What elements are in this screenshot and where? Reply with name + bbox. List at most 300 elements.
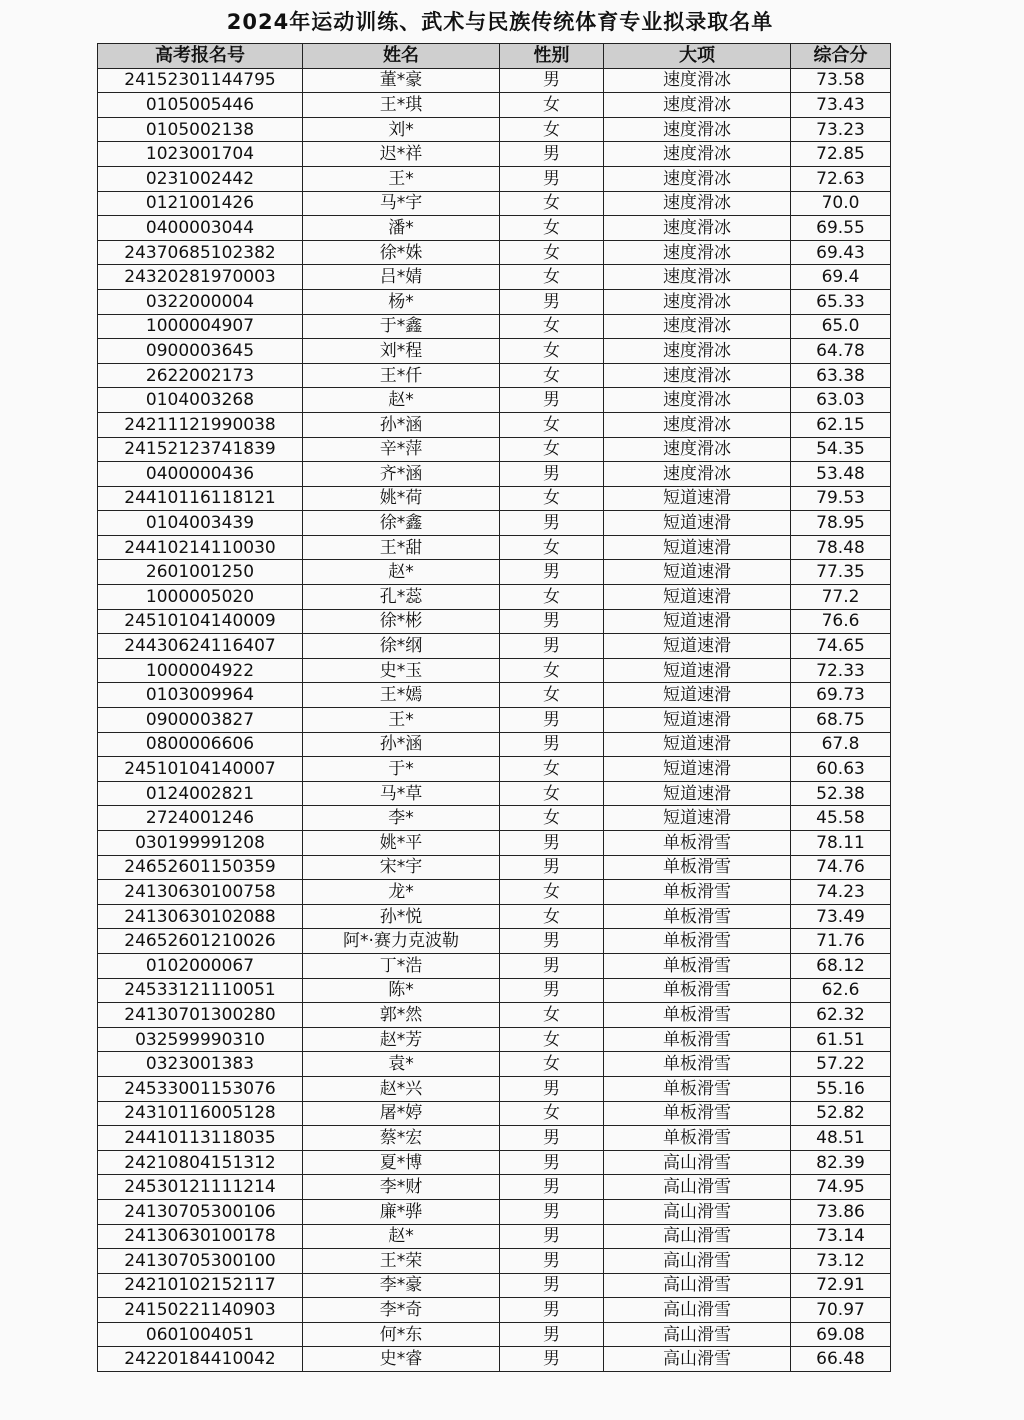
table-row — [98, 191, 891, 216]
table-row — [98, 855, 891, 880]
column-header-exam-id: 高考报名号 — [98, 44, 303, 69]
sport-cell: 单板滑雪 — [604, 880, 791, 905]
table-row — [98, 68, 891, 93]
sport-cell: 速度滑冰 — [604, 462, 791, 487]
exam-id-cell: 24152123741839 — [98, 437, 303, 462]
table-row — [98, 265, 891, 290]
score-cell: 62.6 — [791, 978, 891, 1003]
exam-id-cell: 1000005020 — [98, 585, 303, 610]
exam-id-cell: 0601004051 — [98, 1322, 303, 1347]
exam-id-cell: 0124002821 — [98, 781, 303, 806]
name-cell: 郭*然 — [303, 1003, 500, 1028]
exam-id-cell: 24130630102088 — [98, 904, 303, 929]
table-row — [98, 953, 891, 978]
score-cell: 82.39 — [791, 1150, 891, 1175]
column-header-name: 姓名 — [303, 44, 500, 69]
sport-cell: 短道速滑 — [604, 634, 791, 659]
exam-id-cell: 0103009964 — [98, 683, 303, 708]
sport-cell: 速度滑冰 — [604, 339, 791, 364]
exam-id-cell: 24130630100178 — [98, 1224, 303, 1249]
exam-id-cell: 24210804151312 — [98, 1150, 303, 1175]
exam-id-cell: 0231002442 — [98, 166, 303, 191]
column-header-score: 综合分 — [791, 44, 891, 69]
gender-cell: 男 — [500, 68, 604, 93]
score-cell: 70.97 — [791, 1298, 891, 1323]
gender-cell: 女 — [500, 658, 604, 683]
exam-id-cell: 24652601150359 — [98, 855, 303, 880]
table-row — [98, 388, 891, 413]
table-row — [98, 142, 891, 167]
table-row — [98, 1199, 891, 1224]
table-row — [98, 806, 891, 831]
gender-cell: 男 — [500, 166, 604, 191]
exam-id-cell: 24533121110051 — [98, 978, 303, 1003]
gender-cell: 女 — [500, 535, 604, 560]
table-row — [98, 1052, 891, 1077]
table-row — [98, 93, 891, 118]
table-row — [98, 658, 891, 683]
name-cell: 徐*纲 — [303, 634, 500, 659]
name-cell: 于*鑫 — [303, 314, 500, 339]
exam-id-cell: 24430624116407 — [98, 634, 303, 659]
table-body — [98, 68, 891, 1371]
table-row — [98, 535, 891, 560]
name-cell: 刘*程 — [303, 339, 500, 364]
sport-cell: 短道速滑 — [604, 658, 791, 683]
gender-cell: 男 — [500, 929, 604, 954]
table-row — [98, 216, 891, 241]
exam-id-cell: 24211121990038 — [98, 412, 303, 437]
gender-cell: 女 — [500, 117, 604, 142]
exam-id-cell: 0400003044 — [98, 216, 303, 241]
name-cell: 何*东 — [303, 1322, 500, 1347]
score-cell: 69.43 — [791, 240, 891, 265]
sport-cell: 高山滑雪 — [604, 1249, 791, 1274]
exam-id-cell: 24410116118121 — [98, 486, 303, 511]
name-cell: 孔*蕊 — [303, 585, 500, 610]
score-cell: 74.76 — [791, 855, 891, 880]
name-cell: 李*豪 — [303, 1273, 500, 1298]
name-cell: 廉*骅 — [303, 1199, 500, 1224]
score-cell: 54.35 — [791, 437, 891, 462]
name-cell: 陈* — [303, 978, 500, 1003]
score-cell: 73.43 — [791, 93, 891, 118]
exam-id-cell: 24533001153076 — [98, 1076, 303, 1101]
exam-id-cell: 24510104140009 — [98, 609, 303, 634]
name-cell: 王*琪 — [303, 93, 500, 118]
sport-cell: 速度滑冰 — [604, 142, 791, 167]
gender-cell: 男 — [500, 634, 604, 659]
gender-cell: 女 — [500, 314, 604, 339]
column-header-gender: 性别 — [500, 44, 604, 69]
sport-cell: 单板滑雪 — [604, 1126, 791, 1151]
sport-cell: 速度滑冰 — [604, 166, 791, 191]
sport-cell: 单板滑雪 — [604, 1101, 791, 1126]
exam-id-cell: 0400000436 — [98, 462, 303, 487]
score-cell: 73.58 — [791, 68, 891, 93]
name-cell: 徐*姝 — [303, 240, 500, 265]
name-cell: 赵*兴 — [303, 1076, 500, 1101]
score-cell: 72.85 — [791, 142, 891, 167]
gender-cell: 女 — [500, 93, 604, 118]
score-cell: 79.53 — [791, 486, 891, 511]
name-cell: 孙*涵 — [303, 732, 500, 757]
name-cell: 史*玉 — [303, 658, 500, 683]
table-row — [98, 560, 891, 585]
score-cell: 69.4 — [791, 265, 891, 290]
name-cell: 阿*·赛力克波勒 — [303, 929, 500, 954]
exam-id-cell: 032599990310 — [98, 1027, 303, 1052]
gender-cell: 女 — [500, 880, 604, 905]
exam-id-cell: 24130705300106 — [98, 1199, 303, 1224]
name-cell: 龙* — [303, 880, 500, 905]
score-cell: 69.73 — [791, 683, 891, 708]
exam-id-cell: 0323001383 — [98, 1052, 303, 1077]
table-row — [98, 1101, 891, 1126]
name-cell: 孙*悦 — [303, 904, 500, 929]
gender-cell: 男 — [500, 1224, 604, 1249]
score-cell: 63.03 — [791, 388, 891, 413]
exam-id-cell: 24220184410042 — [98, 1347, 303, 1372]
exam-id-cell: 24130630100758 — [98, 880, 303, 905]
table-row — [98, 781, 891, 806]
name-cell: 吕*婧 — [303, 265, 500, 290]
table-row — [98, 732, 891, 757]
gender-cell: 女 — [500, 1003, 604, 1028]
gender-cell: 男 — [500, 732, 604, 757]
sport-cell: 单板滑雪 — [604, 929, 791, 954]
gender-cell: 男 — [500, 1076, 604, 1101]
exam-id-cell: 0900003827 — [98, 708, 303, 733]
gender-cell: 女 — [500, 904, 604, 929]
table-header — [98, 44, 891, 69]
name-cell: 李*财 — [303, 1175, 500, 1200]
exam-id-cell: 24510104140007 — [98, 757, 303, 782]
exam-id-cell: 24530121111214 — [98, 1175, 303, 1200]
table-row — [98, 1076, 891, 1101]
score-cell: 73.86 — [791, 1199, 891, 1224]
exam-id-cell: 2724001246 — [98, 806, 303, 831]
sport-cell: 单板滑雪 — [604, 855, 791, 880]
score-cell: 76.6 — [791, 609, 891, 634]
name-cell: 王*甜 — [303, 535, 500, 560]
table-row — [98, 609, 891, 634]
sport-cell: 短道速滑 — [604, 781, 791, 806]
gender-cell: 女 — [500, 683, 604, 708]
name-cell: 杨* — [303, 289, 500, 314]
table-row — [98, 117, 891, 142]
exam-id-cell: 0121001426 — [98, 191, 303, 216]
gender-cell: 男 — [500, 462, 604, 487]
gender-cell: 女 — [500, 585, 604, 610]
score-cell: 74.65 — [791, 634, 891, 659]
gender-cell: 女 — [500, 1052, 604, 1077]
name-cell: 姚*平 — [303, 831, 500, 856]
sport-cell: 短道速滑 — [604, 732, 791, 757]
sport-cell: 速度滑冰 — [604, 68, 791, 93]
score-cell: 65.0 — [791, 314, 891, 339]
table-row — [98, 757, 891, 782]
score-cell: 70.0 — [791, 191, 891, 216]
name-cell: 王* — [303, 166, 500, 191]
table-row — [98, 1322, 891, 1347]
name-cell: 王*荣 — [303, 1249, 500, 1274]
gender-cell: 女 — [500, 412, 604, 437]
score-cell: 57.22 — [791, 1052, 891, 1077]
exam-id-cell: 0800006606 — [98, 732, 303, 757]
sport-cell: 速度滑冰 — [604, 117, 791, 142]
name-cell: 徐*鑫 — [303, 511, 500, 536]
sport-cell: 速度滑冰 — [604, 289, 791, 314]
gender-cell: 女 — [500, 216, 604, 241]
table-row — [98, 1175, 891, 1200]
sport-cell: 单板滑雪 — [604, 978, 791, 1003]
table-row — [98, 412, 891, 437]
score-cell: 67.8 — [791, 732, 891, 757]
table-row — [98, 880, 891, 905]
score-cell: 52.38 — [791, 781, 891, 806]
sport-cell: 短道速滑 — [604, 757, 791, 782]
exam-id-cell: 24210102152117 — [98, 1273, 303, 1298]
gender-cell: 男 — [500, 855, 604, 880]
gender-cell: 女 — [500, 265, 604, 290]
exam-id-cell: 030199991208 — [98, 831, 303, 856]
gender-cell: 男 — [500, 1322, 604, 1347]
sport-cell: 速度滑冰 — [604, 314, 791, 339]
exam-id-cell: 1000004907 — [98, 314, 303, 339]
table-row — [98, 1298, 891, 1323]
sport-cell: 速度滑冰 — [604, 93, 791, 118]
table-row — [98, 1224, 891, 1249]
name-cell: 王*仟 — [303, 363, 500, 388]
name-cell: 徐*彬 — [303, 609, 500, 634]
score-cell: 66.48 — [791, 1347, 891, 1372]
gender-cell: 男 — [500, 560, 604, 585]
gender-cell: 男 — [500, 1199, 604, 1224]
table-row — [98, 462, 891, 487]
sport-cell: 单板滑雪 — [604, 1003, 791, 1028]
name-cell: 李* — [303, 806, 500, 831]
table-row — [98, 1273, 891, 1298]
name-cell: 宋*宇 — [303, 855, 500, 880]
exam-id-cell: 0102000067 — [98, 953, 303, 978]
exam-id-cell: 24150221140903 — [98, 1298, 303, 1323]
score-cell: 73.23 — [791, 117, 891, 142]
sport-cell: 速度滑冰 — [604, 437, 791, 462]
gender-cell: 男 — [500, 978, 604, 1003]
table-row — [98, 1249, 891, 1274]
sport-cell: 单板滑雪 — [604, 1052, 791, 1077]
sport-cell: 速度滑冰 — [604, 265, 791, 290]
name-cell: 李*奇 — [303, 1298, 500, 1323]
sport-cell: 短道速滑 — [604, 708, 791, 733]
exam-id-cell: 24310116005128 — [98, 1101, 303, 1126]
admission-table — [97, 43, 891, 1372]
name-cell: 辛*萍 — [303, 437, 500, 462]
exam-id-cell: 24152301144795 — [98, 68, 303, 93]
gender-cell: 男 — [500, 1175, 604, 1200]
table-row — [98, 683, 891, 708]
score-cell: 65.33 — [791, 289, 891, 314]
table-row — [98, 1126, 891, 1151]
sport-cell: 高山滑雪 — [604, 1224, 791, 1249]
exam-id-cell: 0104003439 — [98, 511, 303, 536]
column-header-sport: 大项 — [604, 44, 791, 69]
sport-cell: 单板滑雪 — [604, 953, 791, 978]
name-cell: 丁*浩 — [303, 953, 500, 978]
gender-cell: 男 — [500, 609, 604, 634]
score-cell: 55.16 — [791, 1076, 891, 1101]
name-cell: 马*草 — [303, 781, 500, 806]
sport-cell: 高山滑雪 — [604, 1347, 791, 1372]
sport-cell: 速度滑冰 — [604, 216, 791, 241]
sport-cell: 高山滑雪 — [604, 1150, 791, 1175]
exam-id-cell: 1023001704 — [98, 142, 303, 167]
exam-id-cell: 24652601210026 — [98, 929, 303, 954]
sport-cell: 短道速滑 — [604, 806, 791, 831]
gender-cell: 女 — [500, 363, 604, 388]
exam-id-cell: 2622002173 — [98, 363, 303, 388]
exam-id-cell: 0900003645 — [98, 339, 303, 364]
exam-id-cell: 0105005446 — [98, 93, 303, 118]
score-cell: 69.55 — [791, 216, 891, 241]
exam-id-cell: 24320281970003 — [98, 265, 303, 290]
gender-cell: 男 — [500, 1298, 604, 1323]
exam-id-cell: 24130705300100 — [98, 1249, 303, 1274]
name-cell: 于* — [303, 757, 500, 782]
score-cell: 64.78 — [791, 339, 891, 364]
gender-cell: 女 — [500, 757, 604, 782]
name-cell: 赵* — [303, 1224, 500, 1249]
exam-id-cell: 0322000004 — [98, 289, 303, 314]
score-cell: 78.48 — [791, 535, 891, 560]
table-row — [98, 1003, 891, 1028]
table-row — [98, 339, 891, 364]
page-title: 2024年运动训练、武术与民族传统体育专业拟录取名单 — [226, 10, 774, 34]
table-row — [98, 978, 891, 1003]
table-row — [98, 437, 891, 462]
sport-cell: 高山滑雪 — [604, 1298, 791, 1323]
sport-cell: 速度滑冰 — [604, 240, 791, 265]
score-cell: 52.82 — [791, 1101, 891, 1126]
gender-cell: 女 — [500, 339, 604, 364]
table-row — [98, 240, 891, 265]
sport-cell: 高山滑雪 — [604, 1273, 791, 1298]
name-cell: 屠*婷 — [303, 1101, 500, 1126]
score-cell: 74.23 — [791, 880, 891, 905]
header-row — [98, 44, 891, 69]
sport-cell: 短道速滑 — [604, 535, 791, 560]
score-cell: 62.32 — [791, 1003, 891, 1028]
score-cell: 72.63 — [791, 166, 891, 191]
score-cell: 73.14 — [791, 1224, 891, 1249]
exam-id-cell: 24130701300280 — [98, 1003, 303, 1028]
name-cell: 王*嫣 — [303, 683, 500, 708]
gender-cell: 男 — [500, 708, 604, 733]
table-row — [98, 904, 891, 929]
exam-id-cell: 24370685102382 — [98, 240, 303, 265]
name-cell: 王* — [303, 708, 500, 733]
score-cell: 74.95 — [791, 1175, 891, 1200]
sport-cell: 单板滑雪 — [604, 904, 791, 929]
exam-id-cell: 24410113118035 — [98, 1126, 303, 1151]
score-cell: 77.2 — [791, 585, 891, 610]
sport-cell: 短道速滑 — [604, 511, 791, 536]
exam-id-cell: 0105002138 — [98, 117, 303, 142]
gender-cell: 女 — [500, 486, 604, 511]
sport-cell: 速度滑冰 — [604, 363, 791, 388]
score-cell: 77.35 — [791, 560, 891, 585]
score-cell: 69.08 — [791, 1322, 891, 1347]
gender-cell: 女 — [500, 781, 604, 806]
table-row — [98, 1027, 891, 1052]
score-cell: 72.33 — [791, 658, 891, 683]
score-cell: 68.12 — [791, 953, 891, 978]
name-cell: 董*豪 — [303, 68, 500, 93]
score-cell: 78.95 — [791, 511, 891, 536]
gender-cell: 男 — [500, 511, 604, 536]
gender-cell: 男 — [500, 1347, 604, 1372]
sport-cell: 单板滑雪 — [604, 1076, 791, 1101]
sport-cell: 短道速滑 — [604, 486, 791, 511]
score-cell: 53.48 — [791, 462, 891, 487]
table-row — [98, 486, 891, 511]
score-cell: 63.38 — [791, 363, 891, 388]
score-cell: 72.91 — [791, 1273, 891, 1298]
sport-cell: 单板滑雪 — [604, 1027, 791, 1052]
table-row — [98, 585, 891, 610]
gender-cell: 女 — [500, 806, 604, 831]
table-row — [98, 166, 891, 191]
table-row — [98, 831, 891, 856]
score-cell: 71.76 — [791, 929, 891, 954]
sport-cell: 短道速滑 — [604, 585, 791, 610]
name-cell: 孙*涵 — [303, 412, 500, 437]
table-row — [98, 314, 891, 339]
table-row — [98, 363, 891, 388]
gender-cell: 男 — [500, 953, 604, 978]
sport-cell: 速度滑冰 — [604, 388, 791, 413]
name-cell: 迟*祥 — [303, 142, 500, 167]
gender-cell: 男 — [500, 1150, 604, 1175]
gender-cell: 男 — [500, 831, 604, 856]
gender-cell: 男 — [500, 1273, 604, 1298]
name-cell: 蔡*宏 — [303, 1126, 500, 1151]
exam-id-cell: 0104003268 — [98, 388, 303, 413]
name-cell: 袁* — [303, 1052, 500, 1077]
gender-cell: 男 — [500, 1126, 604, 1151]
gender-cell: 男 — [500, 142, 604, 167]
sport-cell: 高山滑雪 — [604, 1322, 791, 1347]
name-cell: 潘* — [303, 216, 500, 241]
name-cell: 赵* — [303, 560, 500, 585]
sport-cell: 短道速滑 — [604, 560, 791, 585]
name-cell: 齐*涵 — [303, 462, 500, 487]
table-row — [98, 929, 891, 954]
table-row — [98, 1347, 891, 1372]
name-cell: 赵*芳 — [303, 1027, 500, 1052]
score-cell: 68.75 — [791, 708, 891, 733]
gender-cell: 女 — [500, 1101, 604, 1126]
sport-cell: 速度滑冰 — [604, 412, 791, 437]
name-cell: 姚*荷 — [303, 486, 500, 511]
score-cell: 73.49 — [791, 904, 891, 929]
sport-cell: 短道速滑 — [604, 609, 791, 634]
table-row — [98, 289, 891, 314]
exam-id-cell: 2601001250 — [98, 560, 303, 585]
score-cell: 73.12 — [791, 1249, 891, 1274]
table-row — [98, 1150, 891, 1175]
